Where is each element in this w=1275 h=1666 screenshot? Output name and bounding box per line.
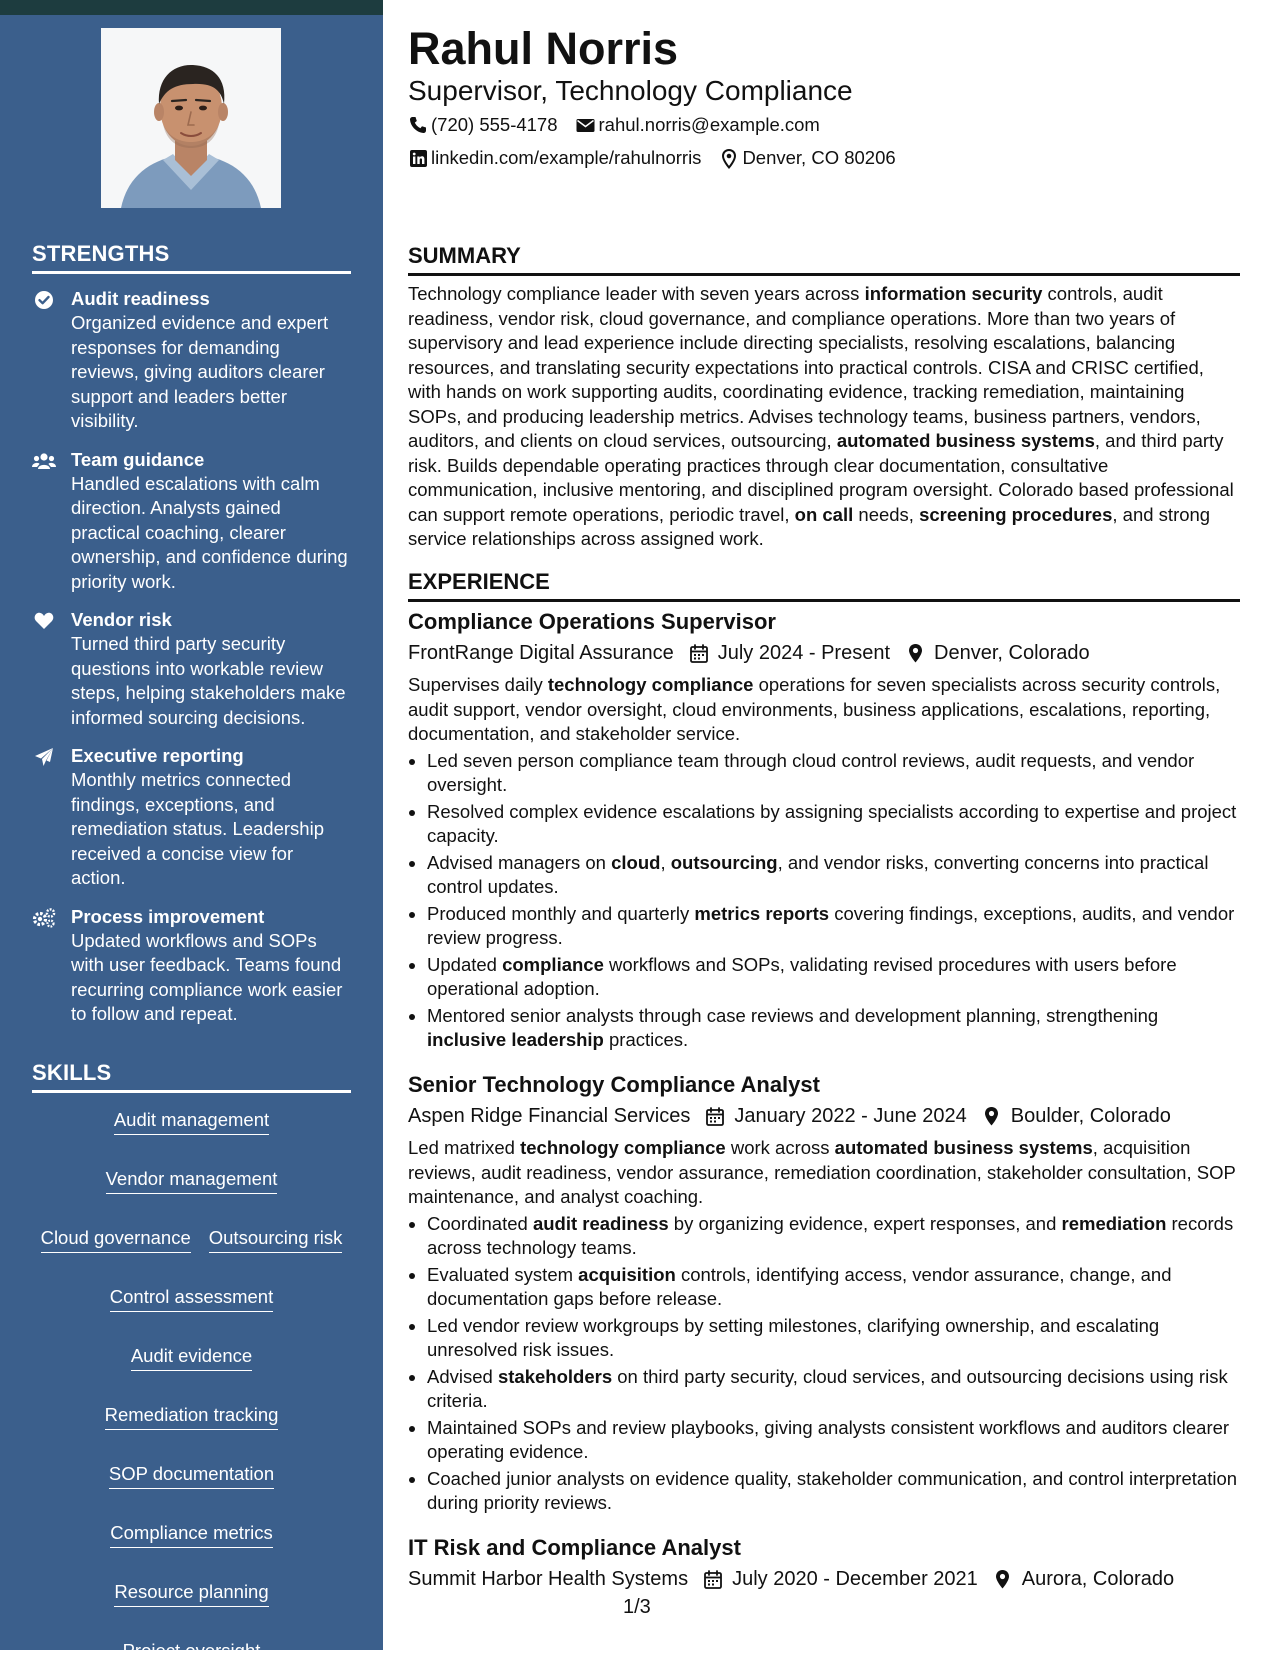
strength-title: Audit readiness: [71, 288, 210, 309]
email-text: rahul.norris@example.com: [598, 114, 820, 135]
text-run: controls, audit readiness, vendor risk, cloud governance, and compliance operations. More than two years of supervisory and lead experience include directing specialists, resolving escalations, balancing resources, and translating security expectations into practical controls. CISA and CRISC certified, with hands on work supporting audits, coordinating evidence, tracking remediation, maintaining SOPs, and producing leadership metrics. Advises technology teams, business partners, vendors, auditors, and clients on cloud services, outsourcing,: [408, 283, 1204, 451]
candidate-title: Supervisor, Technology Compliance: [408, 75, 853, 106]
candidate-name: Rahul Norris: [408, 23, 679, 74]
strength-title: Team guidance: [71, 448, 205, 470]
text-run: Led matrixed: [408, 1137, 521, 1158]
skills-heading: SKILLS: [32, 1060, 351, 1093]
job-meta: [408, 1102, 1240, 1130]
skill-item: SOP documentation: [109, 1462, 274, 1489]
sidebar-top-bar: [0, 0, 383, 15]
skill-item: Audit evidence: [131, 1344, 252, 1371]
job-role: Senior Technology Compliance Analyst: [408, 1072, 820, 1097]
skills-list: [32, 1108, 351, 1666]
bullet-item: [408, 902, 1240, 951]
text-run: , and strong service relationships across assigned work.: [408, 503, 1211, 549]
text-run: Led seven person compliance team through cloud control reviews, audit requests, and vendor oversight.: [427, 749, 1195, 795]
keyword: cloud: [611, 851, 661, 873]
experience-entry: [408, 1070, 1240, 1518]
keyword: technology compliance: [547, 674, 754, 695]
job-role: Compliance Operations Supervisor: [408, 609, 776, 634]
job-company: [408, 1565, 688, 1593]
bullet-item: [408, 1416, 1240, 1465]
text-run: ,: [660, 851, 671, 873]
text-run: by organizing evidence, expert responses, and: [668, 1212, 1062, 1234]
map-pin-icon: [719, 148, 739, 168]
strength-description: Organized evidence and expert responses for demanding reviews, giving auditors clearer support and leaders better visibility.: [71, 312, 329, 431]
phone-icon: [408, 115, 428, 135]
text-run: workflows and SOPs, validating revised procedures with users before operational adoption.: [427, 953, 1177, 999]
job-dates: [688, 639, 890, 667]
linkedin-contact[interactable]: [408, 146, 701, 170]
location-text: Denver, Colorado: [934, 642, 1090, 664]
summary-text: [408, 282, 1240, 552]
location-text: Denver, CO 80206: [742, 147, 896, 168]
check-circle-icon: [32, 289, 56, 311]
keyword: compliance: [502, 953, 604, 975]
avatar: [101, 28, 281, 208]
job-company: [408, 639, 674, 667]
paper-plane-icon: [32, 746, 56, 768]
job-summary: [408, 673, 1240, 747]
bullet-item: [408, 1004, 1240, 1053]
skill-item: Audit management: [114, 1108, 269, 1135]
contact-row: [408, 113, 838, 137]
bullet-item: [408, 749, 1240, 798]
strength-description: Monthly metrics connected findings, exceptions, and remediation status. Leadership received a concise view for action.: [71, 769, 324, 888]
job-dates: [704, 1102, 966, 1130]
keyword: automated business systems: [834, 1137, 1093, 1158]
skill-item: Cloud governance: [41, 1226, 191, 1253]
bullet-item: [408, 1314, 1240, 1363]
experience-entry: [408, 607, 1240, 1055]
keyword: information security: [864, 283, 1043, 304]
text-run: Advised managers on: [427, 851, 612, 873]
skill-item: Resource planning: [114, 1580, 268, 1607]
keyword: inclusive leadership: [427, 1029, 604, 1050]
text-run: work across: [725, 1137, 835, 1158]
keyword: stakeholders: [497, 1365, 613, 1387]
text-run: covering findings, exceptions, audits, and vendor review progress.: [427, 902, 1235, 948]
strength-title: Vendor risk: [71, 609, 172, 630]
dates-text: July 2020 - December 2021: [732, 1568, 978, 1590]
text-run: practices.: [603, 1029, 689, 1050]
map-pin-icon: [992, 1568, 1014, 1590]
job-location: [992, 1565, 1174, 1593]
phone-text: (720) 555-4178: [431, 114, 558, 135]
keyword: metrics reports: [694, 902, 830, 924]
map-pin-icon: [904, 642, 926, 664]
text-run: Maintained SOPs and review playbooks, giving analysts consistent workflows and auditors clearer operating evidence.: [427, 1416, 1230, 1462]
bullet-item: [408, 1263, 1240, 1312]
text-run: Mentored senior analysts through case reviews and development planning, strengthening: [427, 1004, 1159, 1026]
text-run: on third party security, cloud services, and outsourcing decisions using risk criteria.: [427, 1365, 1228, 1411]
strength-item: [32, 744, 352, 891]
text-run: Advised: [427, 1365, 498, 1387]
text-run: Led vendor review workgroups by setting milestones, clarifying ownership, and escalating unresolved risk issues.: [427, 1314, 1160, 1360]
bullet-item: [408, 953, 1240, 1002]
skill-item: Project oversight: [123, 1639, 261, 1666]
text-run: operations for seven specialists across security controls, audit support, vendor oversight, cloud environments, business applications, escalations, reporting, documentation, and stakeholder service.: [408, 674, 1221, 744]
profile-photo: [101, 28, 281, 208]
text-run: Technology compliance leader with seven years across: [408, 283, 865, 304]
company-text: FrontRange Digital Assurance: [408, 642, 674, 664]
job-role: IT Risk and Compliance Analyst: [408, 1535, 741, 1560]
strengths-heading: STRENGTHS: [32, 241, 351, 274]
keyword: automated business systems: [836, 430, 1095, 451]
skill-item: Compliance metrics: [110, 1521, 272, 1548]
dates-text: January 2022 - June 2024: [734, 1105, 967, 1127]
strength-description: Handled escalations with calm direction. Analysts gained practical coaching, clearer ownership, and confidence during priority work.: [71, 472, 348, 592]
skill-item: Remediation tracking: [105, 1403, 279, 1430]
text-run: Produced monthly and quarterly: [427, 902, 695, 924]
location-text: Aurora, Colorado: [1021, 1568, 1175, 1590]
strength-title: Executive reporting: [71, 745, 244, 766]
job-location: [981, 1102, 1171, 1130]
linkedin-icon: [408, 148, 428, 168]
keyword: remediation: [1061, 1212, 1167, 1234]
text-run: needs,: [853, 503, 920, 525]
phone-contact[interactable]: [408, 113, 558, 137]
bullet-item: [408, 1467, 1240, 1516]
experience-heading: EXPERIENCE: [408, 569, 1240, 602]
summary-heading: SUMMARY: [408, 243, 1240, 276]
text-run: Coached junior analysts on evidence quality, stakeholder communication, and control interpretation during priority reviews.: [427, 1467, 1238, 1513]
location-contact: [719, 146, 895, 170]
job-company: [408, 1102, 690, 1130]
skill-item: Vendor management: [106, 1167, 278, 1194]
keyword: on call: [794, 503, 854, 525]
sidebar: [0, 0, 383, 1661]
keyword: screening procedures: [919, 503, 1113, 525]
text-run: controls, identifying access, vendor assurance, change, and documentation gaps before release.: [427, 1263, 1172, 1309]
job-meta: [408, 639, 1240, 667]
bullet-item: [408, 851, 1240, 900]
strength-item: [32, 448, 352, 595]
job-dates: [702, 1565, 978, 1593]
job-bullets: [408, 749, 1240, 1053]
text-run: Updated: [427, 953, 503, 975]
calendar-icon: [688, 642, 710, 664]
text-run: , acquisition reviews, audit readiness, vendor assurance, remediation coordination, stakeholder consultation, SOP maintenance, and analyst coaching.: [408, 1137, 1236, 1207]
page-number: 1/3: [623, 1596, 651, 1618]
gears-icon: [32, 907, 56, 929]
calendar-icon: [704, 1105, 726, 1127]
text-run: Evaluated system: [427, 1263, 579, 1285]
skill-item: Control assessment: [110, 1285, 273, 1312]
calendar-icon: [702, 1568, 724, 1590]
text-run: , and vendor risks, converting concerns into practical control updates.: [427, 851, 1209, 897]
email-contact[interactable]: [576, 113, 820, 137]
keyword: acquisition: [578, 1263, 676, 1285]
location-text: Boulder, Colorado: [1010, 1105, 1171, 1127]
strengths-list: [32, 287, 352, 1041]
users-icon: [32, 450, 56, 472]
strength-description: Turned third party security questions into workable review steps, helping stakeholders make informed sourcing decisions.: [71, 633, 346, 728]
keyword: audit readiness: [532, 1212, 669, 1234]
dates-text: July 2024 - Present: [717, 642, 891, 664]
job-bullets: [408, 1212, 1240, 1516]
keyword: technology compliance: [520, 1137, 726, 1158]
job-summary: [408, 1136, 1240, 1210]
company-text: Aspen Ridge Financial Services: [408, 1105, 691, 1127]
company-text: Summit Harbor Health Systems: [408, 1568, 689, 1590]
keyword: outsourcing: [670, 851, 778, 873]
experience-entry: [408, 1533, 1240, 1593]
envelope-icon: [576, 115, 596, 135]
contact-row: [408, 146, 914, 170]
strength-description: Updated workflows and SOPs with user feedback. Teams found recurring compliance work easier to follow and repeat.: [71, 929, 343, 1024]
job-location: [904, 639, 1090, 667]
strength-item: [32, 905, 352, 1027]
strength-title: Process improvement: [71, 905, 265, 927]
bullet-item: [408, 1365, 1240, 1414]
map-pin-icon: [981, 1105, 1003, 1127]
strength-item: [32, 608, 352, 730]
text-run: Supervises daily: [408, 674, 548, 695]
linkedin-text: linkedin.com/example/rahulnorris: [431, 147, 702, 168]
main-content: [408, 0, 1240, 1650]
job-meta: [408, 1565, 1240, 1593]
bullet-item: [408, 800, 1240, 849]
skill-item: Outsourcing risk: [209, 1226, 343, 1253]
text-run: Coordinated: [427, 1212, 533, 1234]
text-run: Resolved complex evidence escalations by assigning specialists according to expertise and project capacity.: [427, 800, 1237, 846]
text-run: records across technology teams.: [427, 1212, 1234, 1258]
bullet-item: [408, 1212, 1240, 1261]
text-run: , and third party risk. Builds dependable operating practices through clear documentation, consultative communication, inclusive mentoring, and disciplined program oversight. Colorado based professional can support remote operations, periodic travel,: [408, 430, 1234, 525]
strength-item: [32, 287, 352, 434]
heart-icon: [32, 610, 56, 632]
